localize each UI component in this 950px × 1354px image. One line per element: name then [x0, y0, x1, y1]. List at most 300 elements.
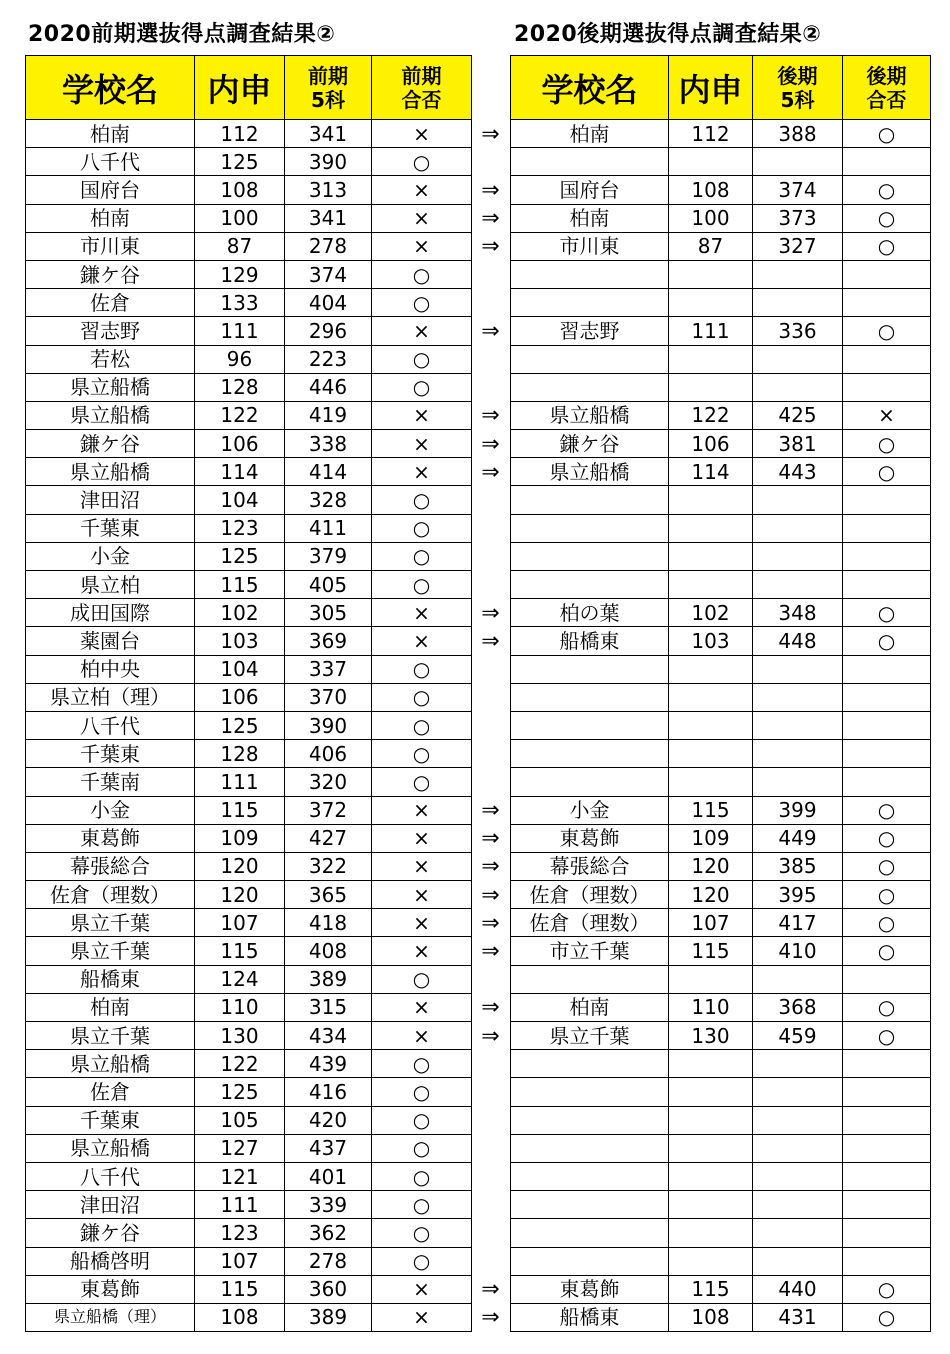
zenki-school-cell: 小金: [26, 542, 195, 570]
kouki-table-row: [511, 401, 931, 429]
kouki-score-cell: [753, 260, 843, 288]
kouki-result-cell: [843, 683, 931, 711]
zenki-result-cell: ○: [372, 1134, 472, 1162]
kouki-naishin-cell: [669, 1050, 753, 1078]
kouki-result-cell: [843, 1191, 931, 1219]
kouki-naishin-cell: [669, 683, 753, 711]
kouki-result-cell: [843, 655, 931, 683]
kouki-score-cell: [753, 1219, 843, 1247]
zenki-result-cell: ×: [372, 1275, 472, 1303]
kouki-result-cell: ○: [843, 852, 931, 880]
transfer-arrow: ⇒: [481, 854, 500, 880]
kouki-naishin-cell: 120: [669, 881, 753, 909]
zenki-header-row: [26, 56, 472, 120]
zenki-result-cell: ○: [372, 683, 472, 711]
zenki-table-row: [26, 486, 472, 514]
kouki-table-row: [511, 260, 931, 288]
kouki-score-cell: 388: [753, 120, 843, 148]
kouki-score-cell: [753, 514, 843, 542]
zenki-naishin-cell: 115: [195, 937, 285, 965]
transfer-arrow: [471, 572, 510, 600]
transfer-arrow: [471, 769, 510, 797]
kouki-table-row: [511, 881, 931, 909]
zenki-results-table: [25, 55, 472, 1332]
zenki-table-row: [26, 1022, 472, 1050]
kouki-result-cell: ○: [843, 909, 931, 937]
kouki-score-cell: [753, 1050, 843, 1078]
zenki-naishin-cell: 133: [195, 289, 285, 317]
zenki-result-cell: ○: [372, 711, 472, 739]
transfer-arrow: [471, 1248, 510, 1276]
kouki-school-cell: [511, 1162, 669, 1190]
zenki-table-row: [26, 852, 472, 880]
transfer-arrow: ⇒: [481, 910, 500, 936]
kouki-score-cell: [753, 1134, 843, 1162]
zenki-table-row: [26, 824, 472, 852]
zenki-score-cell: 419: [285, 401, 372, 429]
transfer-arrow: [471, 487, 510, 515]
kouki-result-cell: ○: [843, 1022, 931, 1050]
kouki-school-cell: 佐倉（理数）: [511, 881, 669, 909]
zenki-score-cell: 414: [285, 458, 372, 486]
kouki-score-cell: 368: [753, 993, 843, 1021]
zenki-score-cell: 401: [285, 1162, 372, 1190]
kouki-table-row: [511, 768, 931, 796]
zenki-school-cell: 小金: [26, 796, 195, 824]
zenki-result-cell: ×: [372, 881, 472, 909]
zenki-school-cell: 県立船橋: [26, 373, 195, 401]
kouki-table-row: [511, 1022, 931, 1050]
kouki-score-cell: [753, 683, 843, 711]
kouki-table-row: [511, 1078, 931, 1106]
zenki-table-row: [26, 260, 472, 288]
kouki-school-cell: [511, 542, 669, 570]
kouki-table-row: [511, 824, 931, 852]
zenki-result-cell: ×: [372, 1022, 472, 1050]
zenki-table-row: [26, 1247, 472, 1275]
kouki-score-cell: 443: [753, 458, 843, 486]
zenki-naishin-cell: 112: [195, 120, 285, 148]
kouki-score-cell: [753, 486, 843, 514]
zenki-score-cell: 411: [285, 514, 372, 542]
kouki-naishin-cell: [669, 1191, 753, 1219]
kouki-naishin-cell: [669, 345, 753, 373]
kouki-result-cell: [843, 148, 931, 176]
transfer-arrow: ⇒: [481, 431, 500, 457]
zenki-result-cell: ×: [372, 824, 472, 852]
kouki-result-cell: ○: [843, 824, 931, 852]
zenki-result-cell: ○: [372, 1162, 472, 1190]
zenki-school-cell: 県立千葉: [26, 1022, 195, 1050]
kouki-table-row: [511, 486, 931, 514]
zenki-score-cell: 420: [285, 1106, 372, 1134]
zenki-score-cell: 372: [285, 796, 372, 824]
kouki-table-row: [511, 1247, 931, 1275]
zenki-naishin-cell: 127: [195, 1134, 285, 1162]
zenki-school-cell: 八千代: [26, 711, 195, 739]
zenki-result-cell: ×: [372, 1303, 472, 1331]
zenki-table-row: [26, 683, 472, 711]
zenki-result-cell: ×: [372, 204, 472, 232]
zenki-result-cell: ×: [372, 852, 472, 880]
zenki-table-row: [26, 120, 472, 148]
kouki-result-cell: ○: [843, 993, 931, 1021]
kouki-school-cell: 習志野: [511, 317, 669, 345]
kouki-school-cell: [511, 655, 669, 683]
zenki-school-cell: 柏南: [26, 993, 195, 1021]
transfer-arrow: [471, 1220, 510, 1248]
zenki-score-cell: 320: [285, 768, 372, 796]
zenki-result-cell: ×: [372, 401, 472, 429]
kouki-school-cell: 柏の葉: [511, 599, 669, 627]
kouki-result-cell: [843, 542, 931, 570]
zenki-school-cell: 成田国際: [26, 599, 195, 627]
zenki-table-row: [26, 1162, 472, 1190]
kouki-school-cell: 県立船橋: [511, 401, 669, 429]
kouki-score-cell: 373: [753, 204, 843, 232]
kouki-naishin-cell: 108: [669, 176, 753, 204]
kouki-table-row: [511, 711, 931, 739]
zenki-school-cell: 津田沼: [26, 1191, 195, 1219]
zenki-school-cell: 千葉東: [26, 1106, 195, 1134]
zenki-table-row: [26, 655, 472, 683]
kouki-school-cell: 船橋東: [511, 627, 669, 655]
transfer-arrow: ⇒: [481, 234, 500, 260]
zenki-naishin-cell: 102: [195, 599, 285, 627]
zenki-result-cell: ○: [372, 260, 472, 288]
kouki-naishin-cell: [669, 965, 753, 993]
zenki-result-cell: ○: [372, 768, 472, 796]
kouki-naishin-cell: 110: [669, 993, 753, 1021]
kouki-result-cell: ○: [843, 232, 931, 260]
zenki-table-row: [26, 345, 472, 373]
kouki-school-cell: 小金: [511, 796, 669, 824]
zenki-result-cell: ×: [372, 796, 472, 824]
kouki-result-cell: ○: [843, 458, 931, 486]
kouki-naishin-cell: [669, 655, 753, 683]
zenki-naishin-cell: 120: [195, 852, 285, 880]
zenki-school-cell: 県立柏（理）: [26, 683, 195, 711]
kouki-score-cell: [753, 1247, 843, 1275]
transfer-arrow: [471, 1192, 510, 1220]
kouki-header-row: [511, 56, 931, 120]
zenki-table-row: [26, 1275, 472, 1303]
zenki-result-cell: ×: [372, 993, 472, 1021]
transfer-arrow: [471, 261, 510, 289]
kouki-naishin-cell: [669, 1162, 753, 1190]
kouki-result-cell: [843, 768, 931, 796]
zenki-score-cell: 341: [285, 204, 372, 232]
kouki-header-score-line2: 5科: [780, 87, 815, 112]
zenki-result-cell: ○: [372, 571, 472, 599]
kouki-score-cell: 336: [753, 317, 843, 345]
kouki-naishin-cell: [669, 768, 753, 796]
kouki-result-cell: [843, 1106, 931, 1134]
zenki-naishin-cell: 129: [195, 260, 285, 288]
zenki-result-cell: ×: [372, 232, 472, 260]
kouki-naishin-cell: 100: [669, 204, 753, 232]
zenki-school-cell: 鎌ケ谷: [26, 1219, 195, 1247]
kouki-score-cell: [753, 1191, 843, 1219]
zenki-naishin-cell: 103: [195, 627, 285, 655]
zenki-school-cell: 船橋東: [26, 965, 195, 993]
zenki-result-cell: ×: [372, 599, 472, 627]
kouki-result-cell: [843, 571, 931, 599]
kouki-school-cell: [511, 289, 669, 317]
transfer-arrow: ⇒: [481, 882, 500, 908]
zenki-result-cell: ○: [372, 655, 472, 683]
zenki-table-row: [26, 458, 472, 486]
transfer-arrow: ⇒: [481, 798, 500, 823]
zenki-school-cell: 鎌ケ谷: [26, 260, 195, 288]
zenki-score-cell: 365: [285, 881, 372, 909]
zenki-score-cell: 296: [285, 317, 372, 345]
zenki-table-row: [26, 965, 472, 993]
zenki-table-row: [26, 768, 472, 796]
zenki-school-cell: 佐倉: [26, 1078, 195, 1106]
kouki-school-cell: 佐倉（理数）: [511, 909, 669, 937]
kouki-table-row: [511, 796, 931, 824]
transfer-arrow: ⇒: [481, 177, 500, 203]
zenki-naishin-cell: 107: [195, 909, 285, 937]
zenki-school-cell: 県立船橋: [26, 401, 195, 429]
kouki-naishin-cell: [669, 1134, 753, 1162]
kouki-table-row: [511, 1219, 931, 1247]
zenki-result-cell: ○: [372, 965, 472, 993]
zenki-score-cell: 405: [285, 571, 372, 599]
zenki-naishin-cell: 106: [195, 430, 285, 458]
transfer-arrow: [471, 966, 510, 994]
kouki-result-cell: ○: [843, 176, 931, 204]
zenki-result-cell: ×: [372, 458, 472, 486]
zenki-score-cell: 322: [285, 852, 372, 880]
kouki-school-cell: 県立船橋: [511, 458, 669, 486]
zenki-school-cell: 国府台: [26, 176, 195, 204]
kouki-score-cell: [753, 740, 843, 768]
kouki-score-cell: [753, 373, 843, 401]
kouki-score-cell: [753, 655, 843, 683]
kouki-naishin-cell: 115: [669, 796, 753, 824]
kouki-score-cell: [753, 711, 843, 739]
transfer-arrow: ⇒: [481, 403, 500, 429]
kouki-table-row: [511, 852, 931, 880]
transfer-arrow: ⇒: [481, 938, 500, 964]
kouki-naishin-cell: [669, 486, 753, 514]
zenki-school-cell: 習志野: [26, 317, 195, 345]
kouki-school-cell: 県立千葉: [511, 1022, 669, 1050]
transfer-arrow-column: [471, 121, 510, 1333]
zenki-table-row: [26, 430, 472, 458]
zenki-score-cell: 427: [285, 824, 372, 852]
kouki-score-cell: [753, 571, 843, 599]
zenki-naishin-cell: 111: [195, 317, 285, 345]
kouki-naishin-cell: [669, 542, 753, 570]
zenki-naishin-cell: 96: [195, 345, 285, 373]
kouki-result-cell: ○: [843, 881, 931, 909]
zenki-result-cell: ○: [372, 1247, 472, 1275]
kouki-school-cell: [511, 1106, 669, 1134]
transfer-arrow: [471, 1135, 510, 1163]
zenki-result-cell: ○: [372, 542, 472, 570]
zenki-naishin-cell: 104: [195, 655, 285, 683]
kouki-result-cell: [843, 345, 931, 373]
zenki-naishin-cell: 125: [195, 148, 285, 176]
zenki-school-cell: 柏中央: [26, 655, 195, 683]
kouki-school-cell: [511, 683, 669, 711]
kouki-results-table: [510, 55, 931, 1332]
kouki-naishin-cell: [669, 1106, 753, 1134]
kouki-naishin-cell: [669, 289, 753, 317]
zenki-score-cell: 337: [285, 655, 372, 683]
kouki-school-cell: 柏南: [511, 204, 669, 232]
transfer-arrow: [471, 656, 510, 684]
transfer-arrow: [471, 1051, 510, 1079]
kouki-school-cell: [511, 740, 669, 768]
zenki-naishin-cell: 110: [195, 993, 285, 1021]
kouki-school-cell: [511, 514, 669, 542]
zenki-school-cell: 県立柏: [26, 571, 195, 599]
kouki-table-row: [511, 1050, 931, 1078]
zenki-table-row: [26, 148, 472, 176]
zenki-naishin-cell: 108: [195, 176, 285, 204]
kouki-table-row: [511, 1106, 931, 1134]
zenki-table-row: [26, 909, 472, 937]
kouki-school-cell: [511, 571, 669, 599]
kouki-table-row: [511, 514, 931, 542]
kouki-table-row: [511, 430, 931, 458]
kouki-score-cell: 410: [753, 937, 843, 965]
zenki-table-row: [26, 1050, 472, 1078]
zenki-table-row: [26, 1078, 472, 1106]
kouki-table-row: [511, 289, 931, 317]
kouki-naishin-cell: [669, 1078, 753, 1106]
transfer-arrow: ⇒: [481, 318, 500, 344]
transfer-arrow: [471, 374, 510, 402]
zenki-score-cell: 315: [285, 993, 372, 1021]
kouki-school-cell: 市川東: [511, 232, 669, 260]
zenki-result-cell: ○: [372, 740, 472, 768]
kouki-header-result: [843, 56, 931, 120]
kouki-naishin-cell: [669, 1247, 753, 1275]
kouki-school-cell: 東葛飾: [511, 1275, 669, 1303]
zenki-school-cell: 県立千葉: [26, 909, 195, 937]
zenki-school-cell: 佐倉（理数）: [26, 881, 195, 909]
zenki-naishin-cell: 125: [195, 542, 285, 570]
zenki-table-row: [26, 1191, 472, 1219]
zenki-table-row: [26, 1106, 472, 1134]
zenki-table-row: [26, 796, 472, 824]
zenki-naishin-cell: 104: [195, 486, 285, 514]
zenki-result-cell: ○: [372, 345, 472, 373]
kouki-naishin-cell: 87: [669, 232, 753, 260]
kouki-result-cell: ○: [843, 204, 931, 232]
kouki-school-cell: 幕張総合: [511, 852, 669, 880]
zenki-result-cell: ○: [372, 1078, 472, 1106]
kouki-naishin-cell: 109: [669, 824, 753, 852]
zenki-score-cell: 278: [285, 1247, 372, 1275]
transfer-arrow: ⇒: [481, 628, 500, 654]
zenki-table-row: [26, 401, 472, 429]
zenki-school-cell: 鎌ケ谷: [26, 430, 195, 458]
kouki-school-cell: [511, 1247, 669, 1275]
transfer-arrow: ⇒: [481, 121, 500, 147]
kouki-result-cell: [843, 1050, 931, 1078]
zenki-naishin-cell: 100: [195, 204, 285, 232]
kouki-school-cell: 柏南: [511, 993, 669, 1021]
zenki-naishin-cell: 121: [195, 1162, 285, 1190]
kouki-header-result-line2: 合否: [866, 87, 907, 112]
zenki-score-cell: 339: [285, 1191, 372, 1219]
kouki-result-cell: [843, 711, 931, 739]
transfer-arrow: [471, 543, 510, 571]
transfer-arrow: [471, 712, 510, 740]
kouki-score-cell: [753, 345, 843, 373]
zenki-score-cell: 313: [285, 176, 372, 204]
zenki-header-score-line1: 前期: [308, 63, 348, 88]
zenki-score-cell: 362: [285, 1219, 372, 1247]
kouki-result-cell: [843, 740, 931, 768]
kouki-result-cell: ○: [843, 1303, 931, 1331]
kouki-naishin-cell: [669, 571, 753, 599]
kouki-result-cell: ○: [843, 430, 931, 458]
kouki-result-cell: [843, 373, 931, 401]
zenki-result-cell: ○: [372, 1106, 472, 1134]
kouki-naishin-cell: 108: [669, 1303, 753, 1331]
zenki-table-row: [26, 1303, 472, 1331]
kouki-school-cell: [511, 1134, 669, 1162]
zenki-naishin-cell: 123: [195, 1219, 285, 1247]
zenki-score-cell: 328: [285, 486, 372, 514]
kouki-result-cell: ○: [843, 317, 931, 345]
kouki-score-cell: 374: [753, 176, 843, 204]
zenki-score-cell: 439: [285, 1050, 372, 1078]
kouki-score-cell: [753, 542, 843, 570]
zenki-table-row: [26, 571, 472, 599]
zenki-result-cell: ○: [372, 1050, 472, 1078]
zenki-naishin-cell: 122: [195, 1050, 285, 1078]
kouki-naishin-cell: 114: [669, 458, 753, 486]
zenki-table-row: [26, 514, 472, 542]
transfer-arrow: [471, 684, 510, 712]
kouki-naishin-cell: 115: [669, 1275, 753, 1303]
zenki-school-cell: 津田沼: [26, 486, 195, 514]
kouki-naishin-cell: [669, 373, 753, 401]
kouki-result-cell: ○: [843, 627, 931, 655]
zenki-score-cell: 408: [285, 937, 372, 965]
zenki-result-cell: ×: [372, 627, 472, 655]
kouki-school-cell: [511, 768, 669, 796]
kouki-header-school: 学校名: [511, 56, 669, 120]
kouki-naishin-cell: [669, 148, 753, 176]
zenki-header-score-line2: 5科: [311, 87, 345, 112]
kouki-table-row: [511, 909, 931, 937]
kouki-table-row: [511, 120, 931, 148]
kouki-score-cell: 348: [753, 599, 843, 627]
zenki-naishin-cell: 128: [195, 373, 285, 401]
kouki-naishin-cell: 111: [669, 317, 753, 345]
zenki-school-cell: 千葉南: [26, 768, 195, 796]
zenki-result-cell: ○: [372, 148, 472, 176]
kouki-table-row: [511, 176, 931, 204]
kouki-table-title: 2020後期選抜得点調査結果②: [514, 22, 822, 47]
zenki-score-cell: 374: [285, 260, 372, 288]
kouki-naishin-cell: 120: [669, 852, 753, 880]
kouki-score-cell: 459: [753, 1022, 843, 1050]
kouki-header-result-line1: 後期: [866, 63, 907, 88]
kouki-table-row: [511, 571, 931, 599]
zenki-header-result-line2: 合否: [401, 87, 442, 112]
zenki-score-cell: 369: [285, 627, 372, 655]
